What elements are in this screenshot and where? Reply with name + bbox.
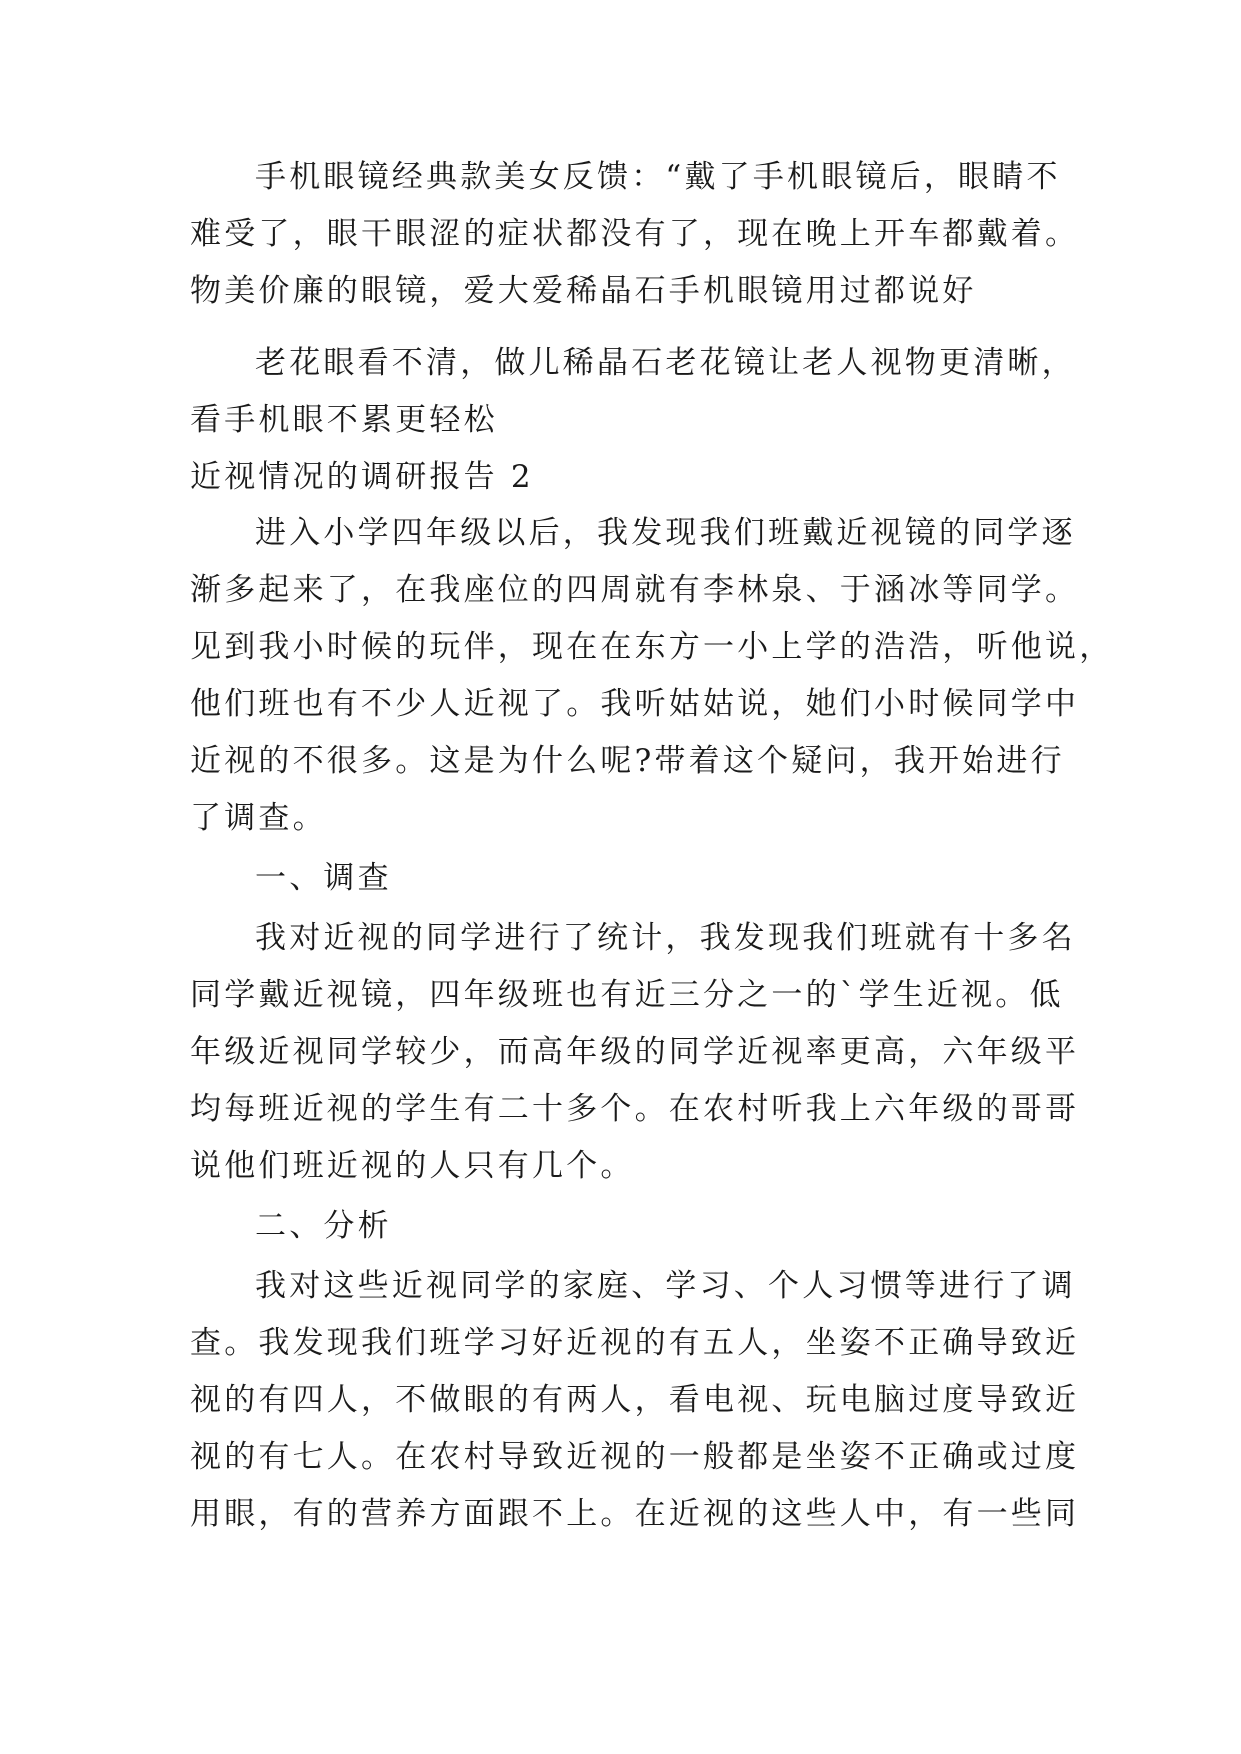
text-line: 手机眼镜经典款美女反馈：“戴了手机眼镜后，眼睛不 (255, 159, 1061, 195)
text-line: 渐多起来了，在我座位的四周就有李林泉、于涵冰等同学。 (190, 572, 1080, 608)
text-line: 年级近视同学较少，而高年级的同学近视率更高，六年级平 (190, 1034, 1080, 1070)
text-line: 说他们班近视的人只有几个。 (190, 1148, 635, 1184)
text-line: 我对这些近视同学的家庭、学习、个人习惯等进行了调 (255, 1268, 1076, 1304)
text-line: 物美价廉的眼镜，爱大爱稀晶石手机眼镜用过都说好 (190, 273, 977, 309)
text-line: 见到我小时候的玩伴，现在在东方一小上学的浩浩，听他说， (190, 629, 1114, 665)
text-line: 了调查。 (190, 800, 327, 836)
text-line: 视的有七人。在农村导致近视的一般都是坐姿不正确或过度 (190, 1439, 1080, 1475)
subheading: 二、分析 (255, 1208, 392, 1244)
text-line: 近视的不很多。这是为什么呢?带着这个疑问，我开始进行 (190, 743, 1065, 779)
text-line: 难受了，眼干眼涩的症状都没有了，现在晚上开车都戴着。 (190, 216, 1080, 252)
text-line: 我对近视的同学进行了统计，我发现我们班就有十多名 (255, 920, 1076, 956)
text-line: 他们班也有不少人近视了。我听姑姑说，她们小时候同学中 (190, 686, 1080, 722)
text-line: 用眼，有的营养方面跟不上。在近视的这些人中，有一些同 (190, 1496, 1080, 1532)
section-title: 近视情况的调研报告 2 (190, 459, 534, 495)
text-line: 视的有四人，不做眼的有两人，看电视、玩电脑过度导致近 (190, 1382, 1080, 1418)
text-line: 查。我发现我们班学习好近视的有五人，坐姿不正确导致近 (190, 1325, 1080, 1361)
text-line: 同学戴近视镜，四年级班也有近三分之一的`学生近视。低 (190, 977, 1064, 1013)
text-line: 均每班近视的学生有二十多个。在农村听我上六年级的哥哥 (190, 1091, 1080, 1127)
text-line: 进入小学四年级以后，我发现我们班戴近视镜的同学逐 (255, 515, 1076, 551)
text-line: 看手机眼不累更轻松 (190, 402, 498, 438)
subheading: 一、调查 (255, 860, 392, 896)
text-line: 老花眼看不清，做儿稀晶石老花镜让老人视物更清晰， (255, 345, 1076, 381)
